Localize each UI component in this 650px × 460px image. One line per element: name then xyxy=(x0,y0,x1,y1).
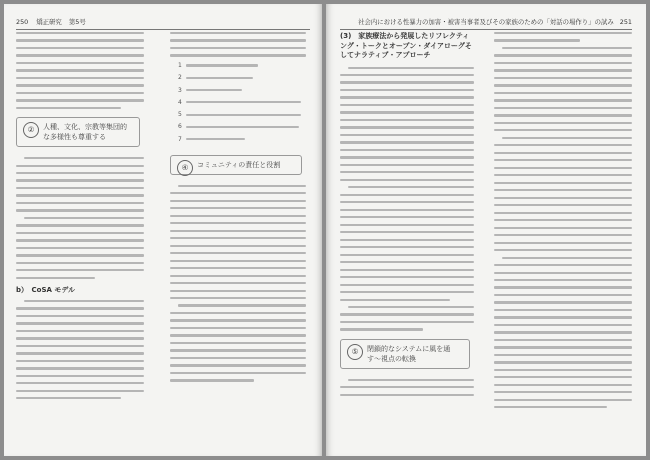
left-page-column-2 xyxy=(170,32,306,387)
box-number: ⑤ xyxy=(347,344,363,360)
numbered-box-5 xyxy=(340,339,470,369)
right-page xyxy=(326,4,646,456)
journal-name: 矯正研究 xyxy=(36,18,62,26)
box-number: ② xyxy=(23,122,39,138)
paragraph xyxy=(16,300,144,399)
left-page-column-1 xyxy=(16,32,144,405)
paragraph xyxy=(340,67,474,331)
paragraph xyxy=(494,32,632,408)
list-item: 5 xyxy=(178,111,306,118)
paragraph xyxy=(16,157,144,279)
paragraph xyxy=(16,32,144,109)
paragraph xyxy=(170,32,306,57)
numbered-box-4 xyxy=(170,155,302,175)
paragraph xyxy=(340,379,474,396)
list-item: 6 xyxy=(178,123,306,130)
right-running-head xyxy=(340,17,632,30)
list-item: 4 xyxy=(178,99,306,106)
list-item: 3 xyxy=(178,87,306,94)
subsection-heading: b） CoSA モデル xyxy=(16,285,76,294)
box-text: コミュニティの責任と役割 xyxy=(197,160,281,169)
running-title: 社会内における性暴力の加害・被害当事者及びその家族のための「対話の場作り」の試み xyxy=(358,18,614,26)
right-page-column-2 xyxy=(494,32,632,414)
issue-number: 第5号 xyxy=(68,18,86,26)
box-text: 閉鎖的なシステムに風を通す〜視点の転換 xyxy=(367,344,451,363)
right-page-column-1 xyxy=(340,32,474,401)
numbered-box-2 xyxy=(16,117,140,147)
right-page-number: 251 xyxy=(619,18,632,26)
numbered-list xyxy=(170,62,306,143)
left-running-head xyxy=(16,17,310,30)
list-item: 2 xyxy=(178,74,306,81)
paragraph xyxy=(170,185,306,382)
list-item: 7 xyxy=(178,136,306,143)
list-item: 1 xyxy=(178,62,306,69)
left-page xyxy=(4,4,322,456)
box-number: ④ xyxy=(177,160,193,176)
section-3-title: (3) 家族療法から発展したリフレクティング・トークとオープン・ダイアローグそしてナラティブ・アプローチ xyxy=(340,32,472,59)
box-text: 人種、文化、宗教等集団的な多様性も尊重する xyxy=(43,123,127,142)
left-page-number: 250 xyxy=(16,18,29,26)
